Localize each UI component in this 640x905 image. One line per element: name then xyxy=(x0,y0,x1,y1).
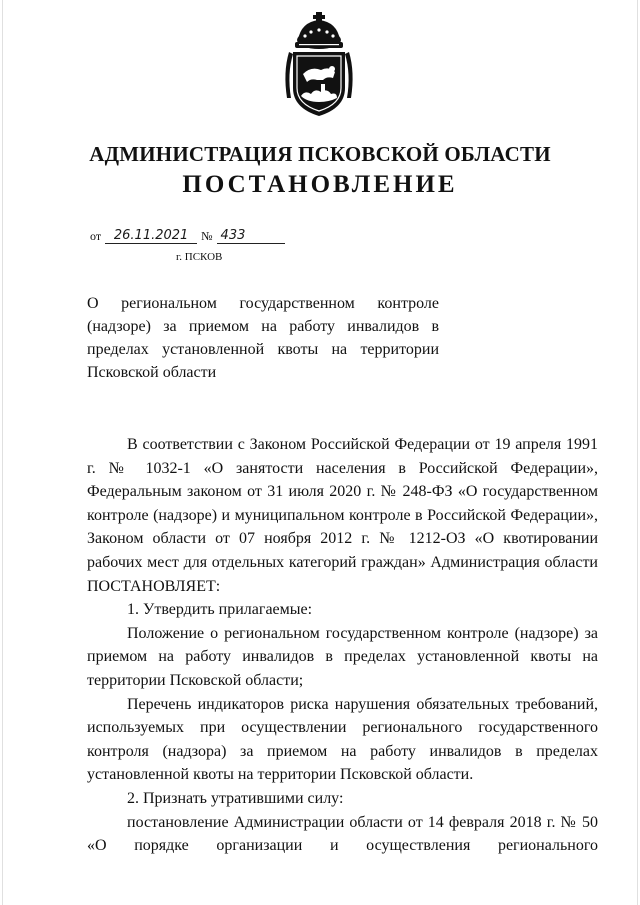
body-paragraph: постановление Администрации области от 14 февраля 2018 г. № 50 «О порядке организации и осуществления регионального xyxy=(87,813,598,855)
body-paragraph: Положение о региональном государственном контроле (надзоре) за приемом на работу инвалидов в пределах установленной квоты на территории Псковской области; xyxy=(87,624,598,689)
page-edge xyxy=(2,0,3,905)
page-edge xyxy=(637,0,638,905)
city-label: г. ПСКОВ xyxy=(176,251,223,263)
handwritten-date: 26.11.2021 xyxy=(105,229,197,244)
pskov-coat-of-arms-icon xyxy=(281,12,357,118)
date-number-line xyxy=(90,229,285,244)
document-type-title: ПОСТАНОВЛЕНИЕ xyxy=(182,171,458,198)
body-paragraph: Перечень индикаторов риска нарушения обязательных требований, используемых при осуществлении регионального государственного контроля (надзора) за приемом на работу инвалидов в пределах установленной квоты на территории Псковской области. xyxy=(87,695,598,784)
document-body xyxy=(87,433,598,858)
handwritten-number: 433 xyxy=(217,229,285,244)
number-label: № xyxy=(201,229,213,243)
body-paragraph: 1. Утвердить прилагаемые: xyxy=(127,601,313,619)
date-label: от xyxy=(90,229,102,243)
body-paragraph: 2. Признать утратившими силу: xyxy=(127,789,344,807)
body-paragraph: В соответствии с Законом Российской Федерации от 19 апреля 1991 г. № 1032-1 «О занятости населения в Российской Федерации», Федеральным законом от 31 июля 2020 г. № 248-ФЗ «О государственном контроле (надзоре) и муниципальном контроле в Российской Федерации», Законом области от 07 ноября 2012 г. № 1212-ОЗ «О квотировании рабочих мест для отдельных категорий граждан» Администрация области ПОСТАНОВЛЯЕТ: xyxy=(87,436,598,595)
document-subject: О региональном государственном контроле (надзоре) за приемом на работу инвалидов в пределах установленной квоты на территории Псковской области xyxy=(87,295,439,381)
organization-title: АДМИНИСТРАЦИЯ ПСКОВСКОЙ ОБЛАСТИ xyxy=(89,142,551,166)
